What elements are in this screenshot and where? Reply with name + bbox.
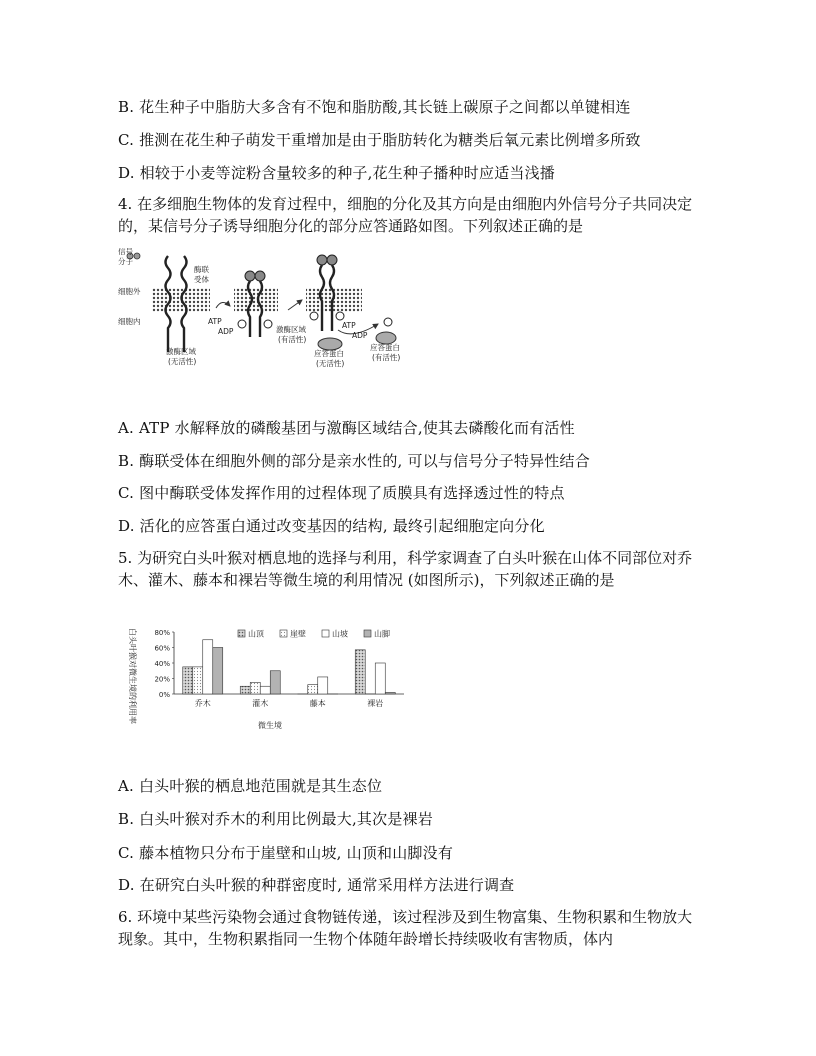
label-receptor: 受体 (194, 275, 209, 284)
legend-label: 山脚 (374, 629, 390, 639)
x-axis-label: 微生境 (258, 721, 282, 730)
arrow-phosphorylation (216, 302, 230, 308)
bar (183, 667, 193, 694)
q4-option-d: D. 活化的应答蛋白通过改变基因的结构, 最终引起细胞定向分化 (118, 517, 545, 535)
q4-option-a: A. ATP 水解释放的磷酸基团与激酶区域结合,使其去磷酸化而有活性 (118, 419, 575, 437)
label-kinase-inactive: 激酶区域 (166, 347, 196, 356)
label-enzyme: 酶联 (194, 265, 209, 274)
q5-stem: 5. 为研究白头叶猴对栖息地的选择与利用，科学家调查了白头叶猴在山体不同部位对乔木、灌木、藤本和裸岩等微生境的利用情况 (如图所示)，下列叙述正确的是 (118, 549, 693, 589)
membrane-2 (234, 288, 278, 312)
y-tick-label: 0% (158, 691, 170, 699)
bar (213, 648, 223, 695)
legend-label: 山坡 (332, 629, 348, 639)
q4-option-c: C. 图中酶联受体发挥作用的过程体现了质膜具有选择透过性的特点 (118, 484, 565, 502)
label-inside: 细胞内 (118, 317, 141, 326)
bar (240, 686, 250, 694)
label-molecule: 分子 (118, 257, 133, 266)
y-tick-label: 80% (154, 629, 170, 637)
label-adp-1: ADP (218, 327, 234, 336)
bar (308, 685, 318, 694)
bar (260, 686, 270, 694)
q4-option-b: B. 酶联受体在细胞外侧的部分是亲水性的, 可以与信号分子特异性结合 (118, 452, 590, 470)
q3-option-d: D. 相较于小麦等淀粉含量较多的种子,花生种子播种时应适当浅播 (118, 164, 555, 182)
x-tick-label: 藤本 (309, 699, 326, 708)
x-tick-label: 乔木 (194, 699, 211, 708)
label-response-active: 应答蛋白 (370, 343, 400, 352)
label-inactive-2: (无活性) (316, 359, 345, 368)
y-axis-label: 白头叶猴对微生境的利用率 (128, 628, 137, 724)
bar (385, 692, 395, 694)
label-adp-2: ADP (352, 331, 368, 340)
label-atp-2: ATP (342, 321, 356, 330)
bar (193, 667, 203, 694)
legend-swatch (238, 630, 245, 637)
signal-molecule (134, 253, 140, 259)
label-atp-1: ATP (208, 317, 222, 326)
label-kinase-active: 激酶区域 (276, 325, 306, 334)
bar (203, 640, 213, 694)
bar (318, 677, 328, 694)
q3-option-c: C. 推测在花生种子萌发干重增加是由于脂肪转化为糖类后氧元素比例增多所致 (118, 131, 641, 149)
microhabitat-bar-chart (118, 622, 408, 734)
legend-swatch (364, 630, 371, 637)
bar (270, 671, 280, 694)
label-active-1: (有活性) (278, 335, 307, 344)
signaling-pathway-diagram (116, 248, 406, 374)
label-signal: 信号 (118, 248, 133, 256)
label-outside: 细胞外 (118, 287, 141, 296)
y-tick-label: 40% (154, 660, 170, 668)
bar (355, 650, 365, 694)
q5-option-d: D. 在研究白头叶猴的种群密度时, 通常采用样方法进行调查 (118, 876, 515, 894)
legend-swatch (322, 630, 329, 637)
y-tick-label: 60% (154, 644, 170, 653)
q5-option-b: B. 白头叶猴对乔木的利用比例最大,其次是裸岩 (118, 810, 433, 828)
legend-label: 崖壁 (290, 629, 306, 639)
q5-option-c: C. 藤本植物只分布于崖壁和山坡, 山顶和山脚没有 (118, 844, 454, 862)
q6-stem: 6. 环境中某些污染物会通过食物链传递，该过程涉及到生物富集、生物积累和生物放大现象。其中，生物积累指同一生物个体随年龄增长持续吸收有害物质，体内 (118, 908, 693, 948)
q3-option-b: B. 花生种子中脂肪大多含有不饱和脂肪酸,其长链上碳原子之间都以单键相连 (118, 98, 631, 116)
legend-swatch (280, 630, 287, 637)
bar (250, 682, 260, 694)
q5-option-a: A. 白头叶猴的栖息地范围就是其生态位 (118, 777, 383, 795)
x-tick-label: 灌木 (252, 699, 269, 708)
legend-label: 山顶 (248, 629, 264, 639)
label-response-inactive: 应答蛋白 (314, 349, 344, 358)
label-inactive-1: (无活性) (168, 357, 197, 366)
x-tick-label: 裸岩 (367, 699, 384, 708)
arrow-activation (288, 300, 302, 310)
y-tick-label: 20% (154, 675, 170, 684)
q4-stem: 4. 在多细胞生物体的发育过程中，细胞的分化及其方向是由细胞内外信号分子共同决定的，某信号分子诱导细胞分化的部分应答通路如图。下列叙述正确的是 (118, 195, 693, 235)
bar (375, 663, 385, 694)
label-active-2: (有活性) (372, 353, 401, 362)
